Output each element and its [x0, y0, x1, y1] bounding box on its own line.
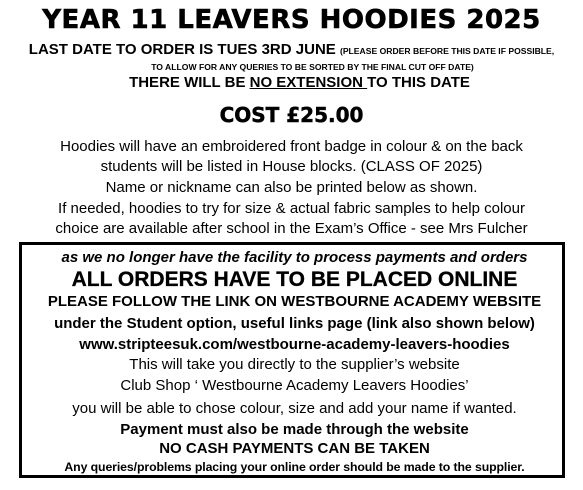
payment-text: Payment must also be made through the website — [120, 421, 469, 438]
description-line: choice are available after school in the Exam’s Office - see Mrs Fulcher — [55, 220, 528, 237]
online-order-box — [19, 242, 565, 478]
deadline-note-text: (PLEASE ORDER BEFORE THIS DATE IF POSSIBLE, — [339, 46, 555, 56]
cost-heading: COST £25.00 — [219, 103, 364, 127]
page-title: YEAR 11 LEAVERS HOODIES 2025 — [42, 5, 541, 35]
extension-text-after: TO THIS DATE — [367, 74, 470, 91]
no-extension-underlined: NO EXTENSION — [249, 74, 368, 91]
order-deadline — [0, 41, 583, 60]
description-line: Name or nickname can also be printed below as shown. — [105, 179, 478, 196]
description-line: students will be listed in House blocks. (CLASS OF 2025) — [100, 158, 483, 175]
deadline-note-continued: TO ALLOW FOR ANY QUERIES TO BE SORTED BY THE FINAL CUT OFF DATE) — [151, 62, 474, 72]
description-line: If needed, hoodies to try for size & actual fabric samples to help colour — [58, 200, 525, 217]
deadline-main-text: LAST DATE TO ORDER IS TUES 3RD JUNE — [28, 41, 336, 58]
no-cash-text: NO CASH PAYMENTS CAN BE TAKEN — [159, 440, 430, 457]
no-extension-notice — [8, 74, 583, 92]
student-option-instruction: under the Student option, useful links page (link also shown below) — [54, 315, 535, 332]
choose-options-text: you will be able to chose colour, size and add your name if wanted. — [72, 400, 517, 417]
order-box-intro: as we no longer have the facility to process payments and orders — [61, 249, 528, 266]
club-shop-text: Club Shop ‘ Westbourne Academy Leavers Hoodies’ — [120, 377, 469, 394]
follow-link-instruction: PLEASE FOLLOW THE LINK ON WESTBOURNE ACADEMY WEBSITE — [47, 293, 542, 310]
description-line: Hoodies will have an embroidered front badge in colour & on the back — [60, 138, 523, 155]
extension-text-before: THERE WILL BE — [129, 74, 250, 91]
order-box-headline: ALL ORDERS HAVE TO BE PLACED ONLINE — [71, 268, 518, 291]
queries-text: Any queries/problems placing your online order should be made to the supplier. — [64, 460, 525, 474]
direct-to-supplier-text: This will take you directly to the supplier’s website — [129, 356, 460, 373]
supplier-url-link[interactable]: www.stripteesuk.com/westbourne-academy-leavers-hoodies — [79, 336, 510, 353]
